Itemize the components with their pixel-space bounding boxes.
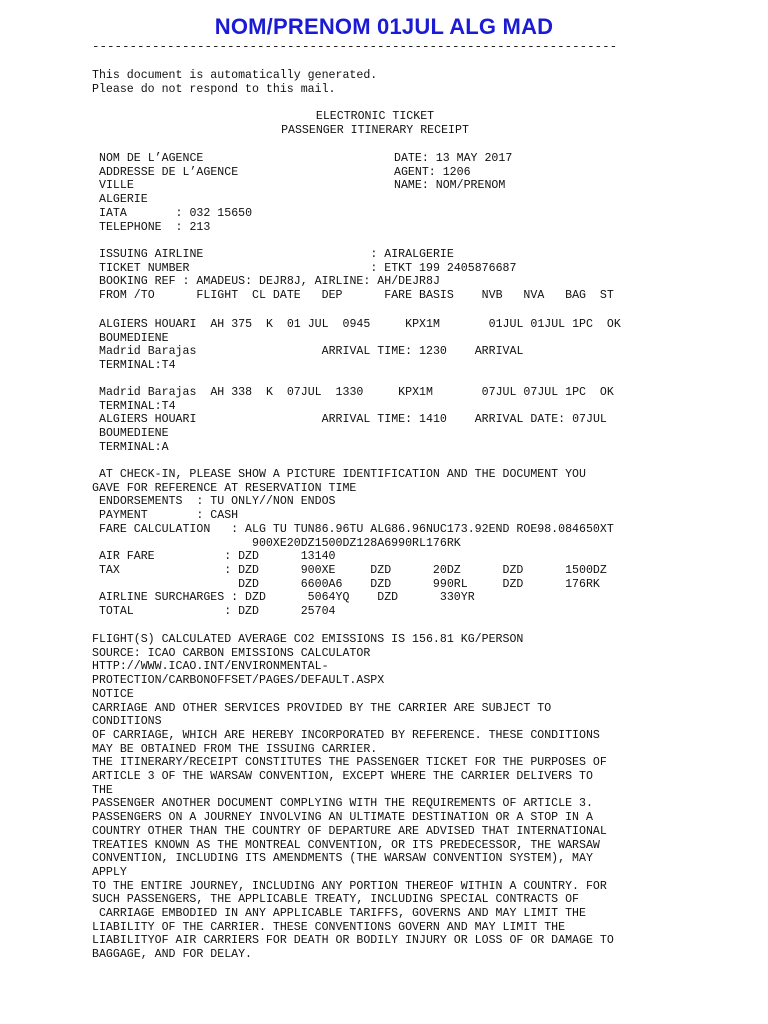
notice-line: OF CARRIAGE, WHICH ARE HEREBY INCORPORATED BY REFERENCE. THESE CONDITIONS — [92, 728, 600, 742]
notice-line: CARRIAGE EMBODIED IN ANY APPLICABLE TARIFFS, GOVERNS AND MAY LIMIT THE — [92, 907, 586, 921]
icao-link[interactable]: PROTECTION/CARBONOFFSET/PAGES/DEFAULT.ASPX — [92, 674, 385, 688]
page-title: NOM/PRENOM 01JUL ALG MAD — [214, 14, 554, 39]
agency-info — [99, 152, 252, 234]
segment-row: ALGIERS HOUARI AH 375 K 01 JUL 0945 KPX1M 01JUL 01JUL 1PC OK — [99, 318, 621, 331]
intro-line: This document is automatically generated. — [92, 69, 378, 82]
agency-country: ALGERIE — [99, 193, 148, 207]
airline-surcharges: AIRLINE SURCHARGES : DZD 5064YQ DZD 330YR — [92, 591, 475, 605]
segment-row: TERMINAL:T4 — [99, 359, 176, 373]
agency-address: ADDRESSE DE L’AGENCE — [99, 165, 239, 179]
segment-row: Madrid Barajas AH 338 K 07JUL 1330 KPX1M 07JUL 07JUL 1PC OK — [99, 386, 614, 399]
agency-telephone: TELEPHONE : 213 — [99, 220, 211, 234]
itinerary-column-headers: FROM /TO FLIGHT CL DATE DEP FARE BASIS NVB NVA BAG ST — [99, 289, 614, 303]
booking-reference: BOOKING REF : AMADEUS: DEJR8J, AIRLINE: AH/DEJR8J — [99, 275, 440, 289]
fare-block — [92, 468, 614, 619]
booking-block — [99, 248, 614, 303]
notice-line: CONVENTION, INCLUDING ITS AMENDMENTS (THE WARSAW CONVENTION SYSTEM), MAY — [92, 852, 593, 866]
notice-line: ARTICLE 3 OF THE WARSAW CONVENTION, EXCEPT WHERE THE CARRIER DELIVERS TO — [92, 770, 593, 784]
air-fare: AIR FARE : DZD 13140 — [92, 550, 336, 564]
notice-line: CARRIAGE AND OTHER SERVICES PROVIDED BY THE CARRIER ARE SUBJECT TO — [92, 701, 552, 715]
flight-segment-2 — [99, 386, 614, 455]
issue-info — [394, 152, 512, 193]
fare-calculation: 900XE20DZ1500DZ128A6990RL176RK — [92, 536, 461, 550]
agency-city: VILLE — [99, 179, 134, 193]
notice-line: TO THE ENTIRE JOURNEY, INCLUDING ANY PORTION THEREOF WITHIN A COUNTRY. FOR — [92, 879, 607, 893]
checkin-notice: GAVE FOR REFERENCE AT RESERVATION TIME — [92, 481, 357, 495]
notice-line: THE ITINERARY/RECEIPT CONSTITUTES THE PASSENGER TICKET FOR THE PURPOSES OF — [92, 756, 607, 770]
segment-row: TERMINAL:T4 — [99, 399, 176, 413]
issue-date: DATE: 13 MAY 2017 — [394, 152, 513, 165]
heading-line: ELECTRONIC TICKET — [315, 110, 435, 123]
segment-row: BOUMEDIENE — [99, 427, 169, 441]
segment-row: ALGIERS HOUARI ARRIVAL TIME: 1410 ARRIVAL DATE: 07JUL — [99, 413, 607, 427]
title-divider: ---------------------------------------------------------------------- — [92, 40, 618, 54]
intro-line: Please do not respond to this mail. — [92, 82, 336, 96]
notice-line: APPLY — [92, 865, 127, 879]
icao-link[interactable]: HTTP://WWW.ICAO.INT/ENVIRONMENTAL- — [92, 660, 329, 674]
ticket-number: TICKET NUMBER : ETKT 199 2405876687 — [99, 261, 517, 275]
tax-line: TAX : DZD 900XE DZD 20DZ DZD 1500DZ — [92, 563, 607, 577]
notice-line: CONDITIONS — [92, 715, 162, 729]
total: TOTAL : DZD 25704 — [92, 605, 336, 619]
notice-line: LIABILITYOF AIR CARRIERS FOR DEATH OR BODILY INJURY OR LOSS OF OR DAMAGE TO — [92, 934, 614, 948]
fare-calculation: FARE CALCULATION : ALG TU TUN86.96TU ALG86.96NUC173.92END ROE98.084650XT — [92, 522, 614, 536]
segment-row: BOUMEDIENE — [99, 331, 169, 345]
notice-line: PASSENGER ANOTHER DOCUMENT COMPLYING WITH THE REQUIREMENTS OF ARTICLE 3. — [92, 797, 593, 811]
notice-line: MAY BE OBTAINED FROM THE ISSUING CARRIER. — [92, 742, 378, 756]
notice-line: THE — [92, 783, 113, 797]
issuing-airline: ISSUING AIRLINE : AIRALGERIE — [99, 248, 454, 261]
notice-line: BAGGAGE, AND FOR DELAY. — [92, 948, 253, 962]
flight-segment-1 — [99, 318, 621, 373]
notice-line: TREATIES KNOWN AS THE MONTREAL CONVENTION, OR ITS PREDECESSOR, THE WARSAW — [92, 838, 600, 852]
issue-agent: AGENT: 1206 — [394, 165, 471, 179]
notice-line: SUCH PASSENGERS, THE APPLICABLE TREATY, INCLUDING SPECIAL CONTRACTS OF — [92, 893, 580, 907]
segment-row: TERMINAL:A — [99, 440, 169, 454]
notice-line: NOTICE — [92, 687, 134, 701]
intro-block — [92, 69, 377, 96]
payment: PAYMENT : CASH — [92, 509, 239, 523]
document-heading — [230, 110, 520, 137]
segment-row: Madrid Barajas ARRIVAL TIME: 1230 ARRIVAL — [99, 345, 524, 359]
notice-line: LIABILITY OF THE CARRIER. THESE CONVENTIONS GOVERN AND MAY LIMIT THE — [92, 920, 566, 934]
agency-name: NOM DE L’AGENCE — [99, 152, 204, 165]
notice-line: PASSENGERS ON A JOURNEY INVOLVING AN ULTIMATE DESTINATION OR A STOP IN A — [92, 811, 593, 825]
heading-line: PASSENGER ITINERARY RECEIPT — [281, 123, 469, 137]
notice-line: COUNTRY OTHER THAN THE COUNTRY OF DEPARTURE ARE ADVISED THAT INTERNATIONAL — [92, 824, 607, 838]
endorsements: ENDORSEMENTS : TU ONLY//NON ENDOS — [92, 495, 336, 509]
notice-block — [92, 633, 614, 962]
tax-line: DZD 6600A6 DZD 990RL DZD 176RK — [92, 577, 600, 591]
notice-line: FLIGHT(S) CALCULATED AVERAGE CO2 EMISSIONS IS 156.81 KG/PERSON — [92, 633, 524, 646]
checkin-notice: AT CHECK-IN, PLEASE SHOW A PICTURE IDENTIFICATION AND THE DOCUMENT YOU — [92, 468, 586, 481]
agency-iata: IATA : 032 15650 — [99, 206, 253, 220]
notice-line: SOURCE: ICAO CARBON EMISSIONS CALCULATOR — [92, 646, 371, 660]
passenger-name: NAME: NOM/PRENOM — [394, 179, 506, 193]
